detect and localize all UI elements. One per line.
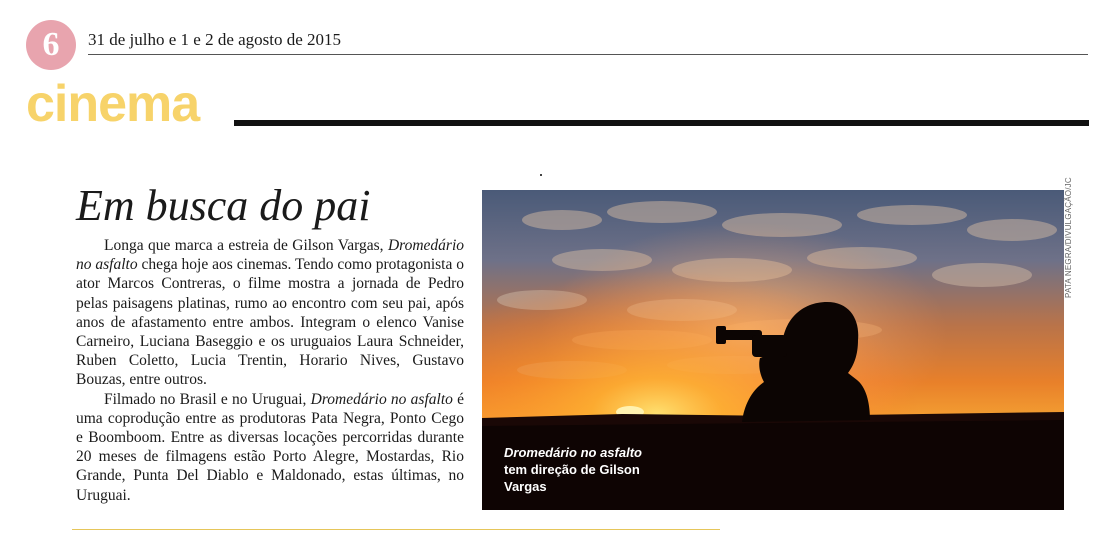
caption-film-title: Dromedário no asfalto xyxy=(504,445,642,460)
paragraph-text: Longa que marca a estreia de Gilson Vargas, xyxy=(104,237,388,254)
caption-text: tem direção de Gilson Vargas xyxy=(504,462,640,494)
page-number: 6 xyxy=(42,26,60,63)
footer-divider xyxy=(72,529,720,530)
print-dot xyxy=(540,174,542,176)
page-number-badge xyxy=(26,20,76,70)
film-title: Dromedário no asfalto xyxy=(310,390,453,408)
paragraph-text: chega hoje aos cinemas. Tendo como protagonista o ator Marcos Contreras, o filme mostra a jornada de Pedro pelas paisagens platinas, rumo ao encontro com seu pai, após anos de afastamento entre ambos. Integram o elenco Vanise Carneiro, Luciana Baseggio e os uruguaios Laura Schneider, Ruben Coletto, Lucia Trentin, Horario Nives, Gustavo Bouzas, entre outros. xyxy=(76,256,464,389)
article-photo xyxy=(482,190,1064,510)
photo-credit: PATA NEGRA/DIVULGAÇÃO/JC xyxy=(1064,177,1073,298)
article-paragraph-2 xyxy=(76,390,464,505)
header-divider xyxy=(88,54,1088,55)
paragraph-text: Filmado no Brasil e no Uruguai, xyxy=(104,390,311,408)
film-title: Dromedário no asfalto xyxy=(76,237,464,274)
section-divider xyxy=(234,120,1089,126)
photo-caption xyxy=(504,444,654,495)
paragraph-text: é uma coprodução entre as produtoras Pata Negra, Ponto Cego e Boomboom. Entre as diversas locações percorridas durante 20 meses de filmagens estão Porto Alegre, Mostardas, Rio Grande, Punta Del Diablo e Maldonado, estas últimas, no Uruguai. xyxy=(76,390,464,504)
article-paragraph-1 xyxy=(76,236,464,390)
article-headline: Em busca do pai xyxy=(76,181,371,230)
section-title: cinema xyxy=(26,75,200,133)
issue-date: 31 de julho e 1 e 2 de agosto de 2015 xyxy=(88,30,342,49)
article-body xyxy=(76,236,464,505)
